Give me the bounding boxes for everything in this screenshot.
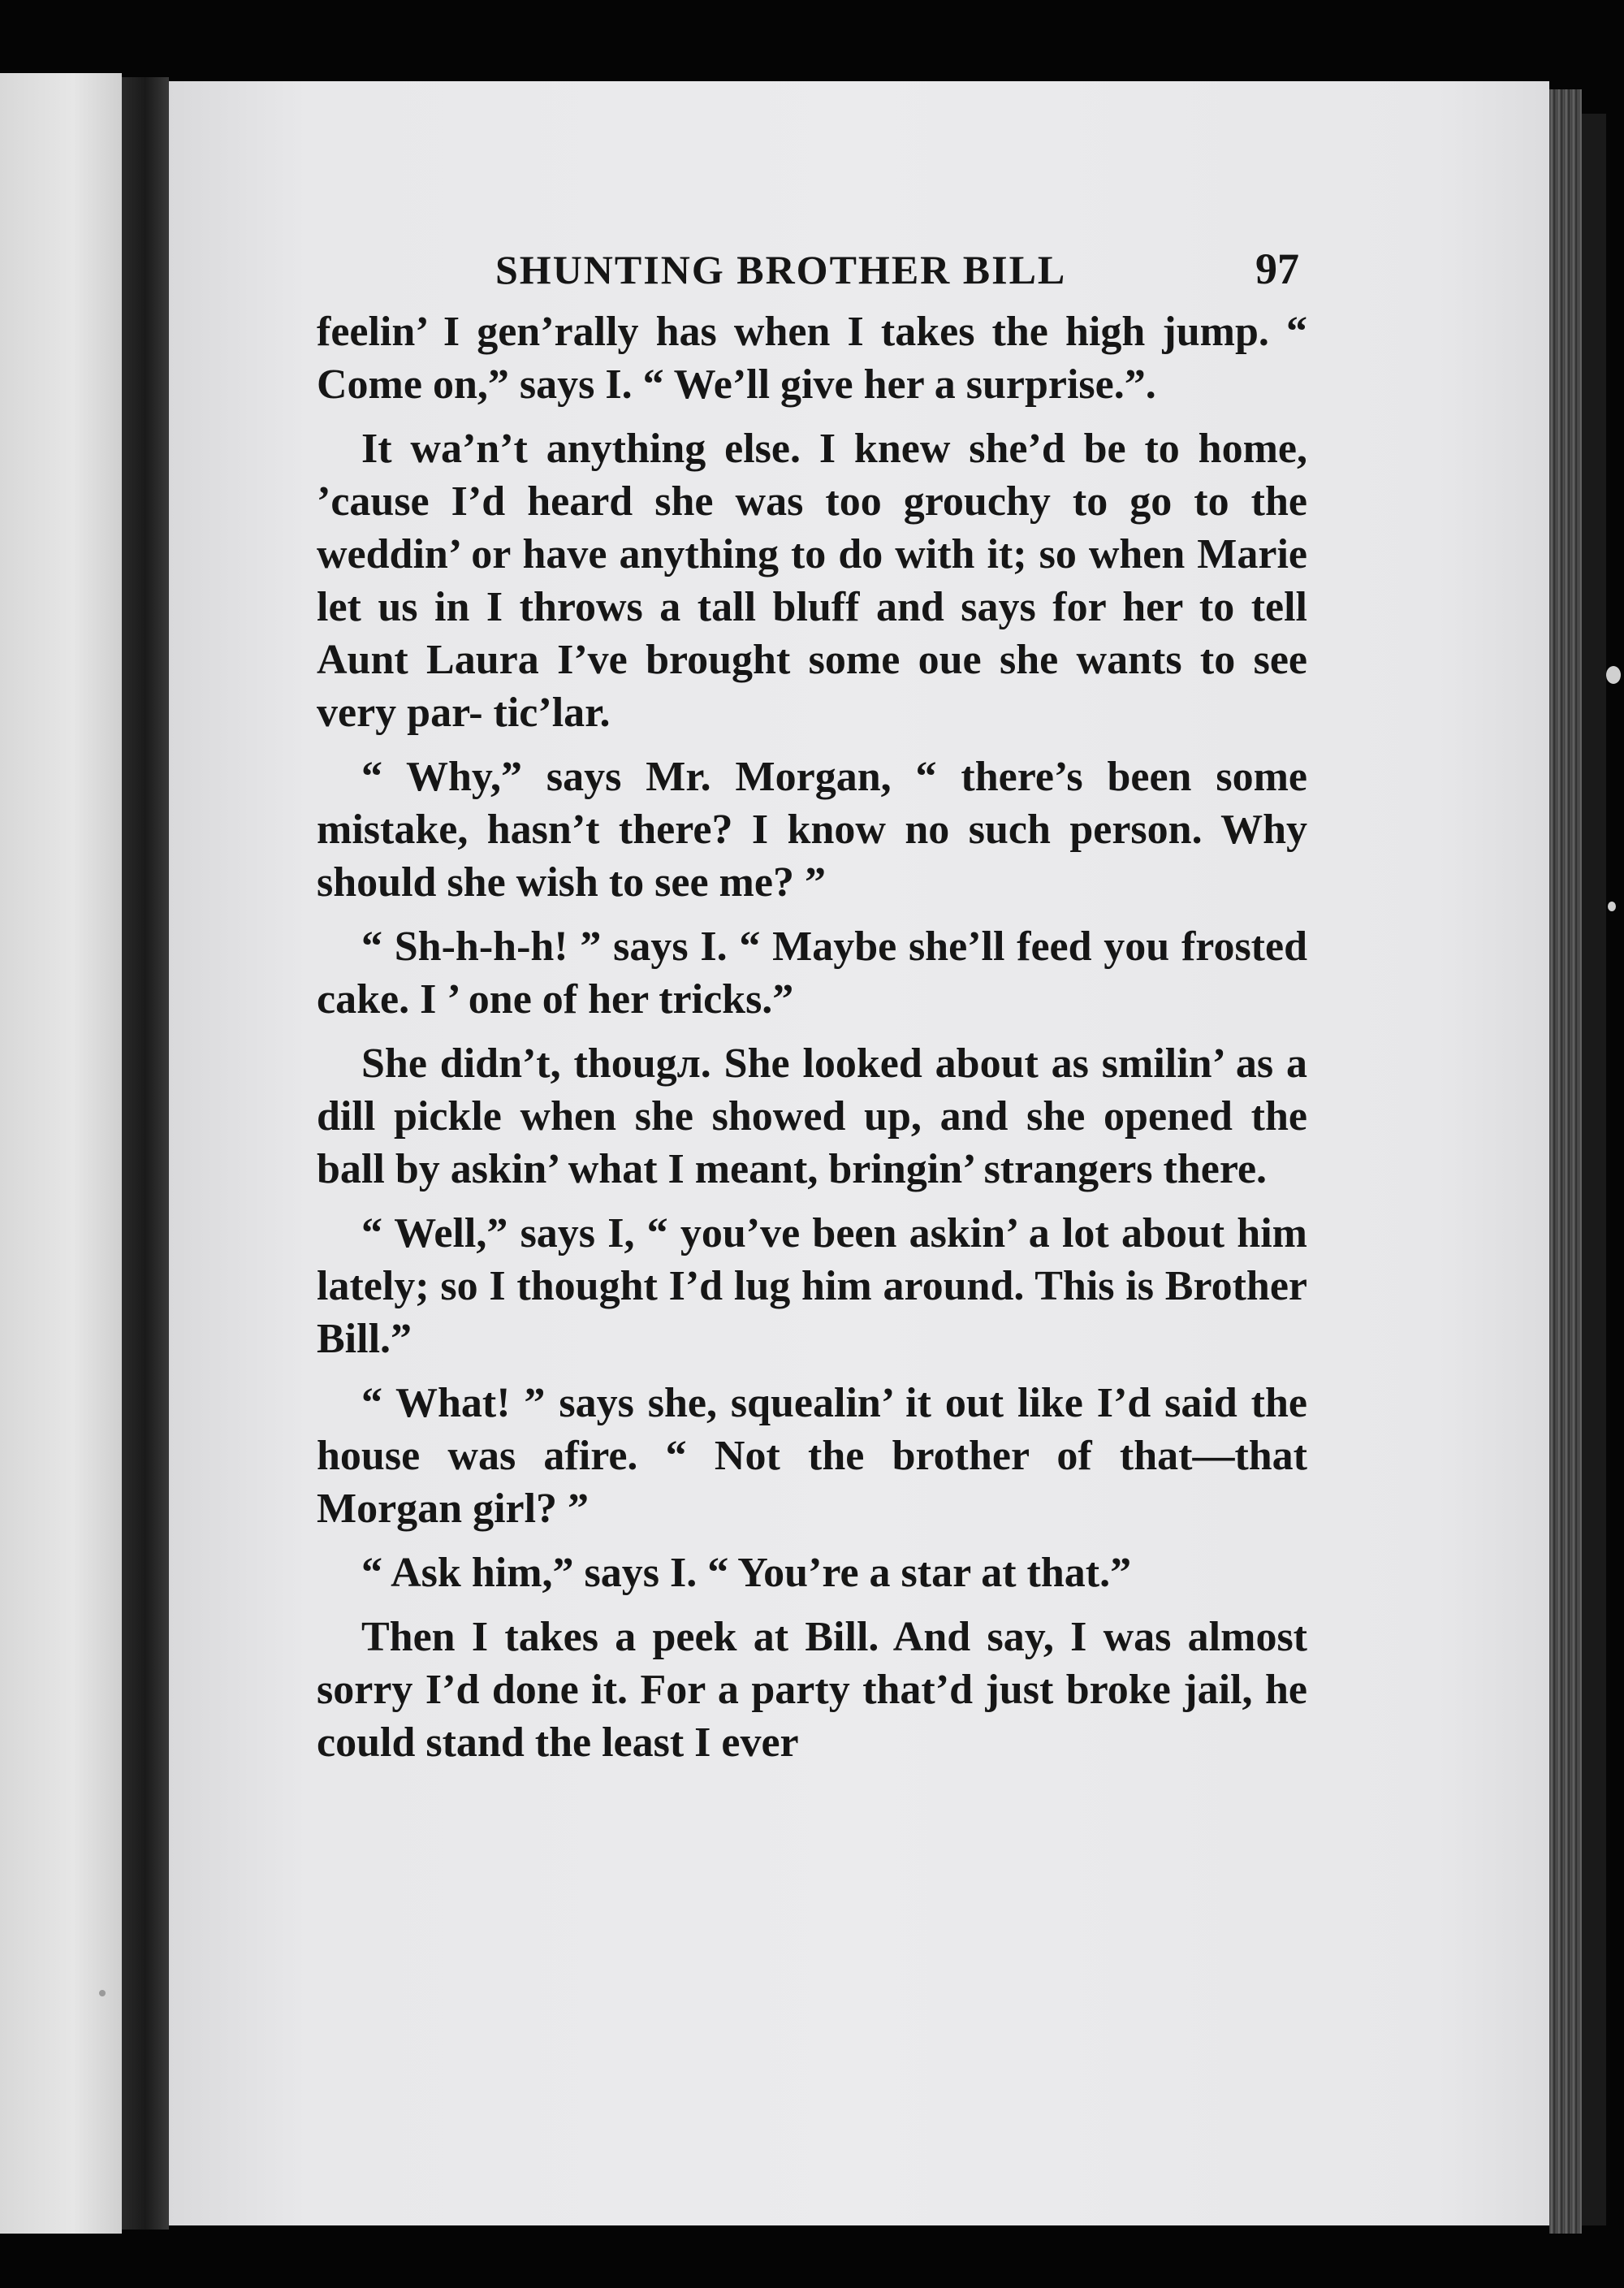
running-head: SHUNTING BROTHER BILL <box>495 247 1067 292</box>
facing-page-edge <box>0 73 122 2234</box>
book-cover-edge <box>1582 114 1606 2225</box>
paragraph: She didn’t, thougл. She looked about as smilin’ as a dill pickle when she showed up, and she opened the ball by askin’ what I meant, bringin’ strangers there. <box>317 1040 1307 1192</box>
page-stack-edge <box>1549 89 1582 2234</box>
paragraph: Then I takes a peek at Bill. And say, I was almost sorry I’d done it. For a party that’d just broke jail, he could stand the least I ever <box>317 1614 1307 1766</box>
paragraph: “ Why,” says Mr. Morgan, “ there’s been some mistake, hasn’t there? I know no such person. Why should she wish to see me? ” <box>317 754 1307 906</box>
paragraph: It wa’n’t anything else. I knew she’d be to home, ’cause I’d heard she was too grouchy to go to the weddin’ or have anything to do with it; so when Marie let us in I throws a tall bluff and says for her to tell Aunt Laura I’ve brought some oue she wants to see very par- tic’lar. <box>317 426 1307 736</box>
scan-speck <box>99 1990 106 1996</box>
paragraph: “ What! ” says she, squealin’ it out like I’d said the house was afire. “ Not the brother of that—that Morgan girl? ” <box>317 1380 1307 1532</box>
paragraph: feelin’ I gen’rally has when I takes the high jump. “ Come on,” says I. “ We’ll give her a surprise.”. <box>317 309 1307 408</box>
scan-speck <box>1606 666 1621 684</box>
paragraph: “ Well,” says I, “ you’ve been askin’ a lot about him lately; so I thought I’d lug him around. This is Brother Bill.” <box>317 1210 1307 1362</box>
page-text <box>317 244 1307 1769</box>
book-gutter <box>122 77 169 2230</box>
scan-speck <box>1608 902 1616 911</box>
paragraph: “ Ask him,” says I. “ You’re a star at that.” <box>361 1550 1132 1596</box>
paragraph: “ Sh-h-h-h! ” says I. “ Maybe she’ll feed you frosted cake. I ’ one of her tricks.” <box>317 923 1307 1023</box>
page-number: 97 <box>1255 244 1299 293</box>
page-header <box>495 244 1307 294</box>
